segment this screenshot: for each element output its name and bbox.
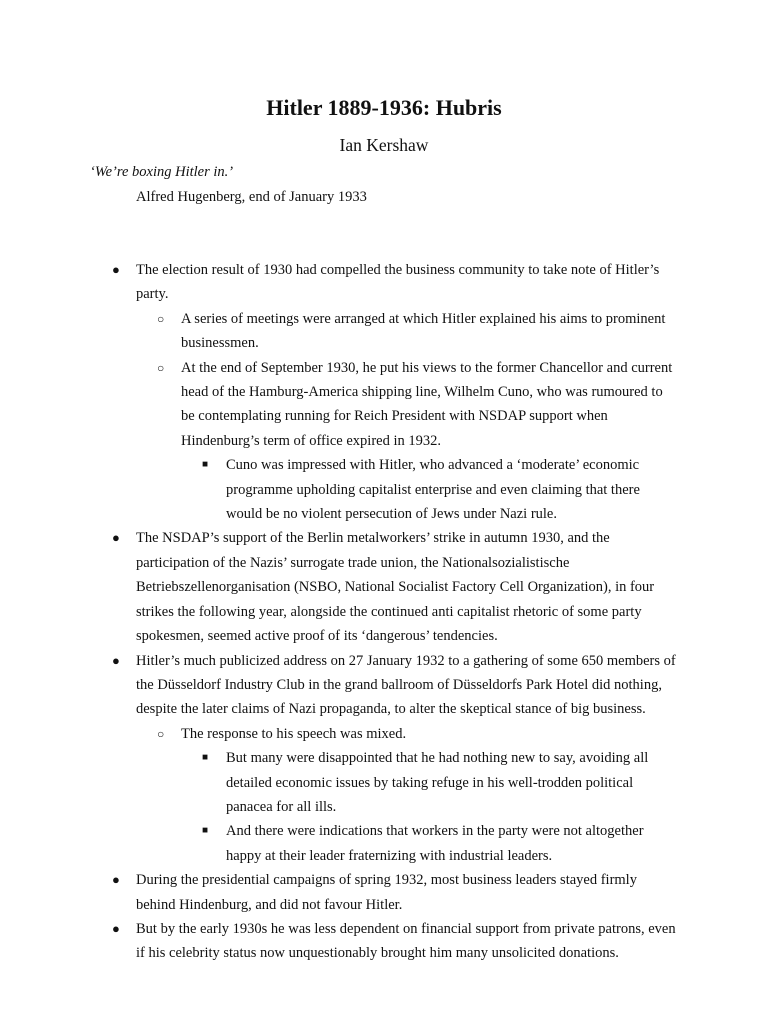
list-item	[0, 356, 768, 454]
bullet-square-icon: ■	[202, 825, 209, 837]
list-item-text: Cuno was impressed with Hitler, who advanced a ‘moderate’ economic programme upholding capitalist enterprise and even claiming that there would be no violent persecution of Jews under Nazi rule.	[226, 457, 640, 523]
document-title: Hitler 1889-1936: Hubris	[266, 95, 502, 120]
list-item-text: And there were indications that workers in the party were not altogether happy at their leader fraternizing with industrial leaders.	[226, 823, 644, 864]
bullet-circle-icon: ○	[157, 726, 165, 741]
bullet-dot-icon: ●	[112, 530, 120, 546]
list-item-text: A series of meetings were arranged at which Hitler explained his aims to prominent businessmen.	[181, 310, 666, 352]
bullet-square-icon: ■	[202, 752, 209, 764]
list-item	[0, 746, 768, 819]
epigraph-source: Alfred Hugenberg, end of January 1933	[136, 189, 367, 205]
bullet-circle-icon: ○	[157, 311, 165, 326]
list-item	[0, 649, 768, 722]
list-item	[0, 868, 768, 917]
bullet-dot-icon: ●	[112, 652, 120, 668]
list-item	[0, 819, 768, 868]
bullet-dot-icon: ●	[112, 872, 120, 888]
list-item	[0, 526, 768, 648]
list-item-text: But by the early 1930s he was less dependent on financial support from private patrons, even if his celebrity status now unquestionably brought him many unsolicited donations.	[136, 920, 676, 962]
list-item	[0, 722, 768, 746]
list-item	[0, 917, 768, 966]
bullet-square-icon: ■	[202, 459, 209, 471]
list-item	[0, 307, 768, 356]
list-item-text: At the end of September 1930, he put his views to the former Chancellor and current head of the Hamburg-America shipping line, Wilhelm Cuno, who was rumoured to be contemplating running for Reich President with NSDAP support when Hindenburg’s term of office expired in 1932.	[181, 359, 673, 449]
list-item-text: The response to his speech was mixed.	[181, 725, 407, 742]
bullet-outline	[0, 258, 768, 966]
list-item	[0, 258, 768, 307]
list-item-text: During the presidential campaigns of spring 1932, most business leaders stayed firmly behind Hindenburg, and did not favour Hitler.	[136, 872, 637, 913]
list-item-text: Hitler’s much publicized address on 27 January 1932 to a gathering of some 650 members of the Düsseldorf Industry Club in the grand ballroom of Düsseldorfs Park Hotel did nothing, despite the later claims of Nazi propaganda, to alter the skeptical stance of big business.	[136, 652, 676, 718]
bullet-dot-icon: ●	[112, 262, 120, 277]
list-item-text: But many were disappointed that he had nothing new to say, avoiding all detailed economic issues by taking refuge in his well-trodden political panacea for all ills.	[226, 750, 649, 815]
document-author: Ian Kershaw	[339, 135, 429, 155]
bullet-dot-icon: ●	[112, 920, 120, 936]
list-item	[0, 453, 768, 526]
list-item-text: The election result of 1930 had compelled the business community to take note of Hitler’s party.	[136, 262, 660, 303]
epigraph-quote: ‘We’re boxing Hitler in.’	[90, 164, 234, 180]
bullet-circle-icon: ○	[157, 360, 165, 375]
list-item-text: The NSDAP’s support of the Berlin metalworkers’ strike in autumn 1930, and the participation of the Nazis’ surrogate trade union, the Nationalsozialistische Betriebszellenorganisation (NSBO, National Socialist Factory Cell Organization), in four strikes the following year, alongside the continued anti capitalist rhetoric of some party spokesmen, seemed active proof of its ‘dangerous’ tendencies.	[136, 530, 655, 645]
